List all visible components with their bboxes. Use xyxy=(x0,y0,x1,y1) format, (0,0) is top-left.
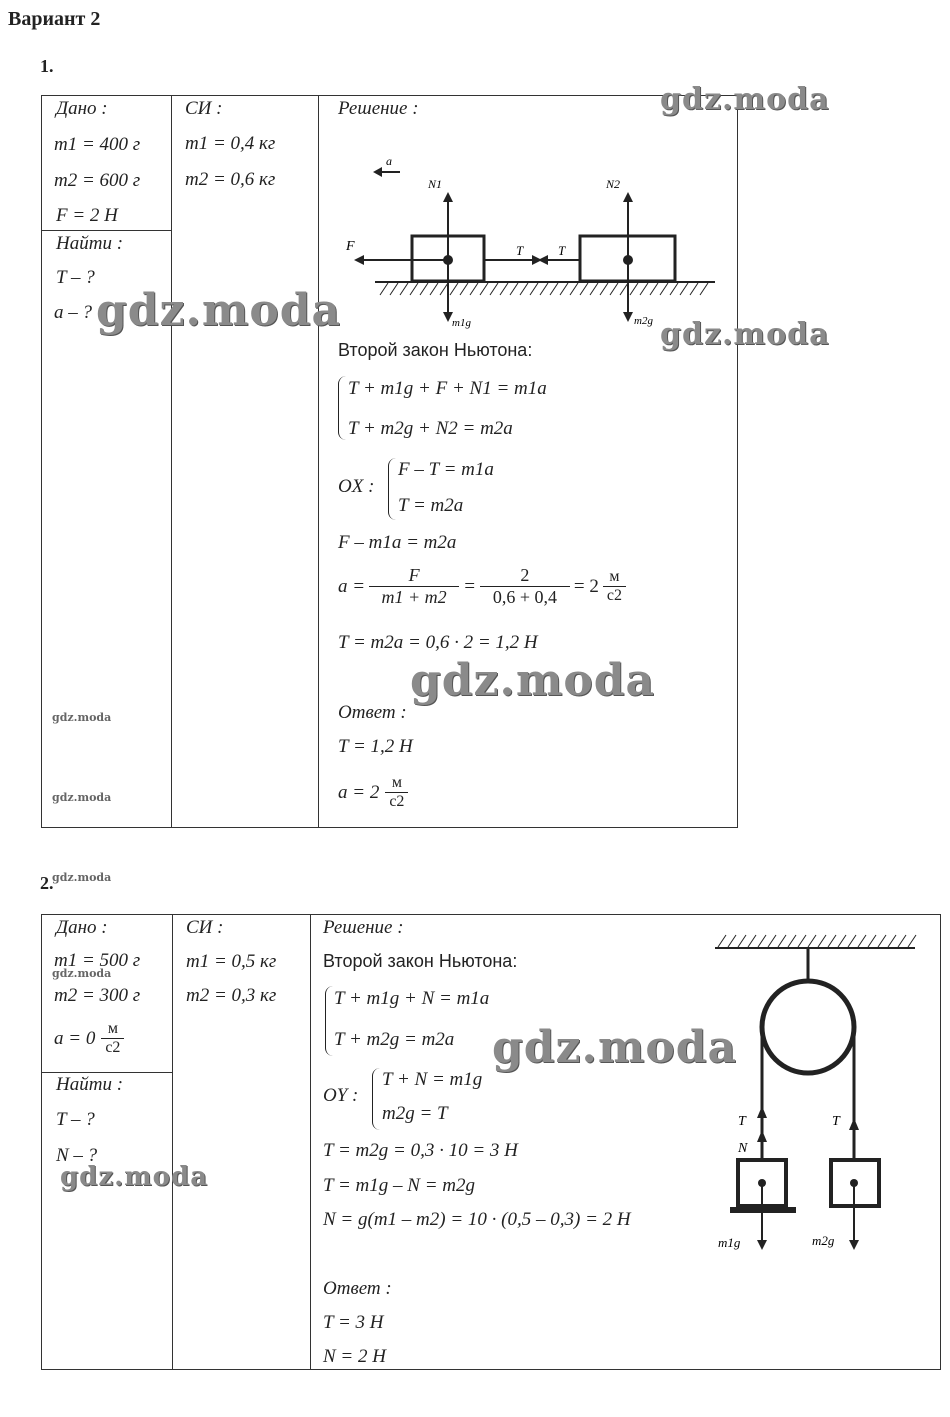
task1-given-m2: m2 = 600 г xyxy=(54,170,141,191)
task1-ox1: F – T = m1a xyxy=(398,459,494,480)
task2-oy-label: OY : xyxy=(323,1085,359,1106)
task2-oy2: m2g = T xyxy=(382,1103,448,1124)
task2-eq1: T + m1g + N = m1a xyxy=(334,988,490,1009)
task1-find-a: a – ? xyxy=(54,302,92,323)
task1-eq2: T + m2g + N2 = m2a xyxy=(348,418,513,439)
task1-given-header: Дано : xyxy=(56,98,108,119)
task1-a-den1: m1 + m2 xyxy=(381,587,447,607)
task1-solution-header: Решение : xyxy=(338,98,419,119)
watermark-logo: gdz.moda xyxy=(492,1022,738,1073)
diagram-a-label: a xyxy=(386,154,392,168)
task1-answer-t: T = 1,2 Н xyxy=(338,736,413,757)
pulley-t1-label: T xyxy=(738,1114,746,1129)
task2-given-a-unit-num: м xyxy=(101,1020,124,1039)
task1-si-m1: m1 = 0,4 кг xyxy=(185,133,276,154)
task1-answer-a-lhs: a = 2 xyxy=(338,781,380,803)
task2-find-header: Найти : xyxy=(56,1074,124,1095)
pulley-m1g-label: m1g xyxy=(718,1235,741,1250)
watermark-logo: gdz.moda xyxy=(52,967,112,980)
task1-answer-unit-den: с2 xyxy=(389,793,405,810)
task2-line1: T = m2g = 0,3 · 10 = 3 Н xyxy=(323,1140,518,1161)
task2-si-header: СИ : xyxy=(186,917,224,938)
task1-a-unit-num: м xyxy=(603,568,626,587)
task2-system-brace xyxy=(325,986,334,1056)
task2-line2: T = m1g – N = m2g xyxy=(323,1175,475,1196)
diagram-n1-label: N1 xyxy=(428,177,443,191)
task2-oy1: T + N = m1g xyxy=(382,1069,483,1090)
task1-number: 1. xyxy=(40,56,54,76)
task2-solution-header: Решение : xyxy=(323,917,404,938)
task1-a-formula xyxy=(338,565,626,608)
task2-given-a-unit-den: с2 xyxy=(105,1039,121,1056)
task2-answer-label: Ответ : xyxy=(323,1278,392,1299)
task2-given-m1: m1 = 500 г xyxy=(54,950,141,971)
task2-find-n: N – ? xyxy=(56,1145,98,1166)
task2-law: Второй закон Ньютона: xyxy=(323,951,518,971)
task1-a-num1: F xyxy=(369,565,459,587)
task2-eq2: T + m2g = m2a xyxy=(334,1029,455,1050)
task1-given-m1: m1 = 400 г xyxy=(54,134,141,155)
page-title: Вариант 2 xyxy=(8,8,101,30)
watermark-logo: gdz.moda xyxy=(660,82,830,117)
task1-col-divider-1 xyxy=(171,95,172,828)
task1-given-divider xyxy=(41,230,171,231)
task2-pulley-diagram xyxy=(700,920,930,1260)
diagram-f-label: F xyxy=(346,239,355,254)
task2-given-a-lhs: a = 0 xyxy=(54,1027,96,1049)
task1-answer-a xyxy=(338,774,408,811)
watermark-logo: gdz.moda xyxy=(660,317,830,352)
task1-t-formula: T = m2a = 0,6 · 2 = 1,2 Н xyxy=(338,632,538,653)
watermark-logo: gdz.moda xyxy=(60,1162,209,1192)
task2-given-header: Дано : xyxy=(56,917,108,938)
task1-eq1: T + m1g + F + N1 = m1a xyxy=(348,378,547,399)
watermark-logo: gdz.moda xyxy=(52,711,112,724)
task1-a-den2: 0,6 + 0,4 xyxy=(492,587,557,607)
task2-col-divider-1 xyxy=(172,914,173,1370)
watermark-logo: gdz.moda xyxy=(96,285,342,336)
task1-law: Второй закон Ньютона: xyxy=(338,340,533,360)
task1-system-brace xyxy=(338,376,347,440)
diagram-t2-label: T xyxy=(558,243,566,258)
task1-si-header: СИ : xyxy=(185,98,223,119)
task2-line3: N = g(m1 – m2) = 10 · (0,5 – 0,3) = 2 Н xyxy=(323,1209,631,1230)
task1-blocks-diagram xyxy=(330,140,730,340)
pulley-m2g-label: m2g xyxy=(812,1233,835,1248)
task2-col-divider-2 xyxy=(310,914,311,1370)
pulley-n-label: N xyxy=(738,1141,748,1156)
task2-si-m2: m2 = 0,3 кг xyxy=(186,985,277,1006)
task2-find-t: T – ? xyxy=(56,1109,95,1130)
task2-answer-t: T = 3 Н xyxy=(323,1312,384,1333)
task1-ox-brace xyxy=(388,458,397,520)
task1-a-lhs: a = xyxy=(338,575,366,597)
task1-col-divider-2 xyxy=(318,95,319,828)
diagram-n2-label: N2 xyxy=(606,177,621,191)
watermark-logo: gdz.moda xyxy=(52,871,112,884)
task2-given-m2: m2 = 300 г xyxy=(54,985,141,1006)
diagram-m1g-label: m1g xyxy=(452,317,471,329)
task1-find-t: T – ? xyxy=(56,267,95,288)
diagram-t1-label: T xyxy=(516,243,524,258)
task2-given-divider xyxy=(41,1072,172,1073)
task1-si-m2: m2 = 0,6 кг xyxy=(185,169,276,190)
task2-si-m1: m1 = 0,5 кг xyxy=(186,951,277,972)
watermark-logo: gdz.moda xyxy=(410,655,656,706)
task1-answer-label: Ответ : xyxy=(338,702,407,723)
task2-answer-n: N = 2 Н xyxy=(323,1346,386,1367)
task1-a-unit-den: с2 xyxy=(606,587,622,604)
task2-number: 2. xyxy=(40,873,54,893)
task1-given-f: F = 2 Н xyxy=(56,205,118,226)
task1-step1: F – m1a = m2a xyxy=(338,532,457,553)
diagram-m2g-label: m2g xyxy=(634,315,653,327)
task1-answer-unit-num: м xyxy=(385,774,408,793)
task1-a-num2: 2 xyxy=(480,565,570,587)
pulley-t2-label: T xyxy=(832,1114,840,1129)
watermark-logo: gdz.moda xyxy=(52,791,112,804)
task1-ox-label: OX : xyxy=(338,476,375,497)
task1-a-res: = 2 xyxy=(573,575,599,597)
task2-oy-brace xyxy=(372,1068,381,1130)
task1-find-header: Найти : xyxy=(56,233,124,254)
task1-ox2: T = m2a xyxy=(398,495,464,516)
task2-given-a xyxy=(54,1020,124,1057)
task1-a-eq: = xyxy=(463,575,476,597)
